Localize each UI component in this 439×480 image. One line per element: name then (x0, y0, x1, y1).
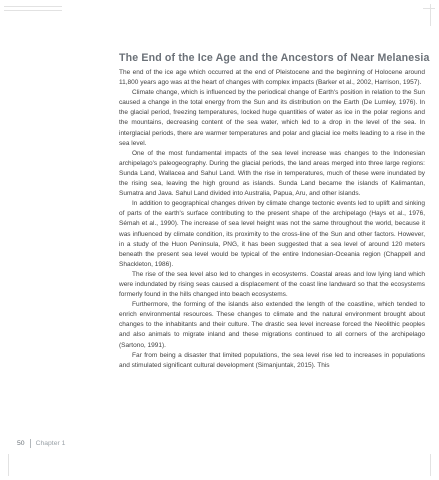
paragraph: The rise of the sea level also led to changes in ecosystems. Coastal areas and low lying land which were indundated by rising seas caused a displacement of the coast line landward so that the ecosystems formerly found in the hills changed into beach ecosystems. (119, 270, 425, 299)
paragraph: In addition to geographical changes driven by climate change tectonic events led to uplift and sinking of parts of the earth's surface contributing to the present shape of the archipelago (Hays et al., 1976, Sémah et al., 1990). The increase of sea level height was not the same throughout the world, because it was influenced by climate condition, its proximity to the cross-line of the Sun and other factors. However, in a study of the Huon Peninsula, PNG, it has been suggested that a sea level of around 120 meters beneath the present sea level would be typical of the entire Indonesian-Oceania region (Chappell and Shackleton, 1986). (119, 200, 425, 268)
paragraph: Far from being a disaster that limited populations, the sea level rise led to increases in populations and stimulated significant cultural development (Simanjuntak, 2015). This (119, 351, 425, 369)
trim-mark (4, 10, 62, 11)
paragraph: Climate change, which is influenced by the periodical change of Earth's position in relation to the Sun caused a change in the total energy from the Sun and its distribution on the Earth (De Lumley, 1976). In the glacial period, freezing temperatures, locked huge quantities of water as ice in the polar regions and the mountains, decreasing content of the sea water, which led to a drop in the level of the sea. In interglacial periods, there are warmer temperatures and polar and glacial ice melts leading to a rise in the sea level. (119, 89, 425, 147)
chapter-label: Chapter 1 (35, 440, 66, 447)
page-body (119, 52, 430, 371)
footer-divider (30, 439, 31, 448)
page-footer (17, 439, 65, 448)
paragraph: The end of the ice age which occurred at the end of Pleistocene and the beginning of Holocene around 11,800 years ago was at the heart of changes with complex impacts (Barker et al., 2002, Harrison, 1957). (119, 69, 425, 87)
section-title: The End of the Ice Age and the Ancestors of Near Melanesia (119, 52, 430, 64)
trim-mark (423, 8, 435, 9)
trim-mark (4, 6, 62, 7)
paragraph: Furthermore, the forming of the islands also extended the length of the coastline, which tended to enrich environmental resources. These changes to climate and the natural environment brought about changes to the inhabitants and their culture. The drastic sea level increase forced the Neolithic peoples and also animals to migrate inland and these migrations continued to all corners of the archipelago (Sartono, 1991). (119, 301, 425, 349)
trim-mark (430, 454, 431, 476)
page-number: 50 (17, 440, 25, 447)
trim-mark (8, 454, 9, 476)
paragraph: One of the most fundamental impacts of the sea level increase was changes to the Indonesian archipelago's paleogeography. During the glacial periods, the land areas merged into three large regions: Sunda Land, Wallacea and Sahul Land. With the rise in temperatures, much of these were inundated by the rising sea, leaving the high ground as islands. Sunda Land became the islands of Kalimantan, Sumatra and Java. Sahul Land divided into Australia, Papua, Aru, and other islands. (119, 149, 425, 198)
